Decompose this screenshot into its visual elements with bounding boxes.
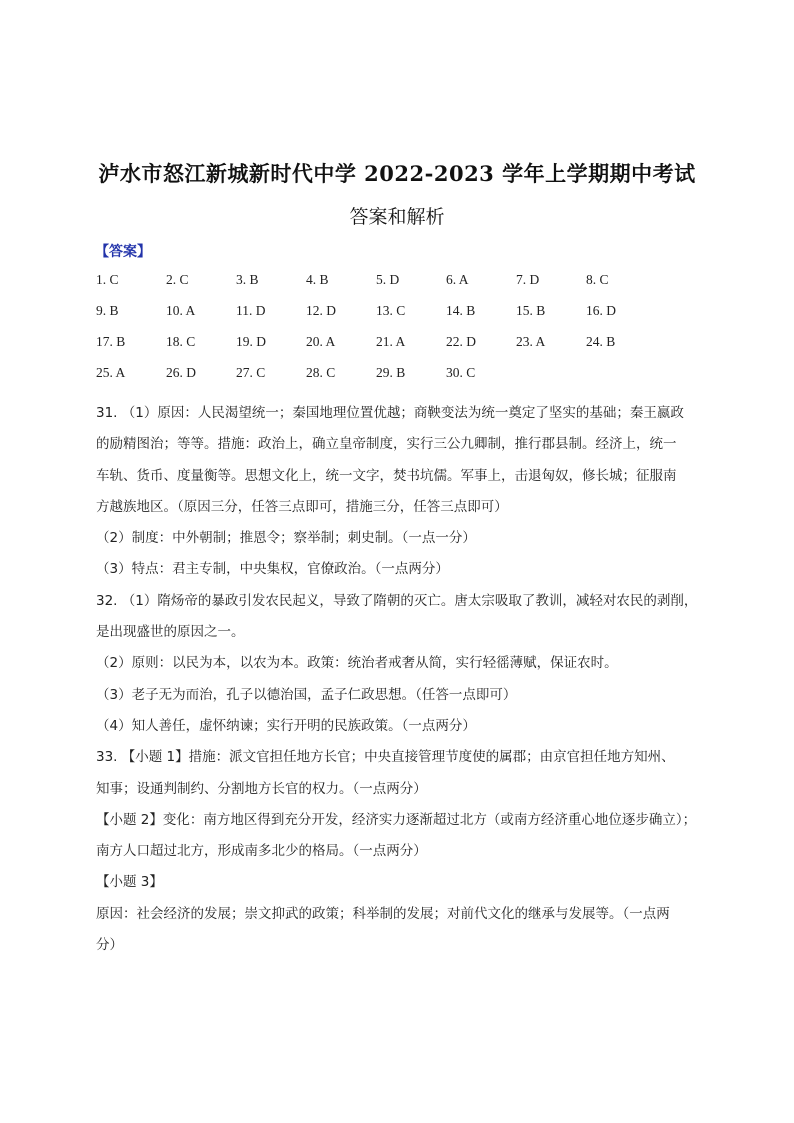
answer-key-grid (96, 272, 716, 396)
text-line: 31. （1）原因：人民渴望统一；秦国地理位置优越；商鞅变法为统一奠定了坚实的基础；秦王嬴政 (96, 405, 684, 421)
answer-item: 5. D (376, 272, 400, 287)
answer-item: 24. B (586, 334, 616, 349)
answer-item: 9. B (96, 303, 119, 318)
text-line: （2）制度：中外朝制；推恩令；察举制；刺史制。（一点一分） (96, 530, 476, 547)
answer-item: 28. C (306, 365, 336, 380)
answer-item: 12. D (306, 303, 336, 318)
document-title: 泸水市怒江新城新时代中学 2022-2023 学年上学期期中考试 (98, 161, 696, 186)
text-line: （3）特点：君主专制，中央集权，官僚政治。（一点两分） (96, 561, 449, 578)
answer-item: 16. D (586, 303, 616, 318)
text-line: 33. 【小题 1】措施：派文官担任地方长官；中央直接管理节度使的属郡；由京官担任地方知州、 (96, 749, 675, 766)
explanation-body (96, 398, 706, 961)
text-line: 车轨、货币、度量衡等。思想文化上，统一文字，焚书坑儒。军事上，击退匈奴，修长城；征服南 (96, 467, 677, 484)
text-line: 分） (96, 937, 123, 954)
answer-item: 15. B (516, 303, 546, 318)
answer-row (96, 303, 716, 334)
answer-item: 22. D (446, 334, 476, 349)
text-line: 是出现盛世的原因之一。 (96, 624, 245, 641)
answer-item: 26. D (166, 365, 196, 380)
text-line: （4）知人善任，虚怀纳谏；实行开明的民族政策。（一点两分） (96, 717, 476, 734)
answer-item: 29. B (376, 365, 406, 380)
answer-item: 7. D (516, 272, 540, 287)
answer-row (96, 272, 716, 303)
answer-item: 10. A (166, 303, 196, 318)
answer-item: 19. D (236, 334, 266, 349)
text-line: 【小题 2】变化：南方地区得到充分开发，经济实力逐渐超过北方（或南方经济重心地位逐步确立）； (96, 811, 697, 828)
document-subtitle: 答案和解析 (349, 206, 445, 228)
text-line: 【小题 3】 (96, 874, 163, 891)
answer-item: 2. C (166, 272, 189, 287)
answer-item: 11. D (236, 303, 266, 318)
answer-item: 17. B (96, 334, 126, 349)
answer-item: 14. B (446, 303, 476, 318)
text-line: （2）原则：以民为本，以农为本。政策：统治者戒奢从简，实行轻徭薄赋，保证农时。 (96, 655, 618, 672)
text-line: 知事；设通判制约、分割地方长官的权力。（一点两分） (96, 780, 427, 797)
answer-item: 30. C (446, 365, 476, 380)
answer-item: 25. A (96, 365, 126, 380)
answer-row (96, 365, 716, 396)
answer-item: 4. B (306, 272, 329, 287)
answer-item: 21. A (376, 334, 406, 349)
answer-item: 27. C (236, 365, 266, 380)
text-line: （3）老子无为而治，孔子以德治国，孟子仁政思想。（任答一点即可） (96, 686, 517, 703)
text-line: 南方人口超过北方，形成南多北少的格局。（一点两分） (96, 843, 427, 860)
answer-item: 13. C (376, 303, 406, 318)
text-line: 方越族地区。（原因三分，任答三点即可，措施三分，任答三点即可） (96, 498, 508, 515)
answer-item: 8. C (586, 272, 609, 287)
text-line: 的励精图治；等等。措施：政治上，确立皇帝制度，实行三公九卿制，推行郡县制。经济上，统一 (96, 436, 677, 453)
answer-section-label: 【答案】 (95, 244, 151, 260)
answer-item: 18. C (166, 334, 196, 349)
answer-item: 20. A (306, 334, 336, 349)
answer-item: 1. C (96, 272, 119, 287)
answer-item: 23. A (516, 334, 546, 349)
answer-row (96, 334, 716, 365)
text-line: 原因：社会经济的发展；崇文抑武的政策；科举制的发展；对前代文化的继承与发展等。（一点两 (96, 905, 670, 922)
answer-item: 3. B (236, 272, 259, 287)
text-line: 32. （1）隋炀帝的暴政引发农民起义，导致了隋朝的灭亡。唐太宗吸取了教训，减轻对农民的剥削， (96, 592, 698, 609)
answer-item: 6. A (446, 272, 469, 287)
